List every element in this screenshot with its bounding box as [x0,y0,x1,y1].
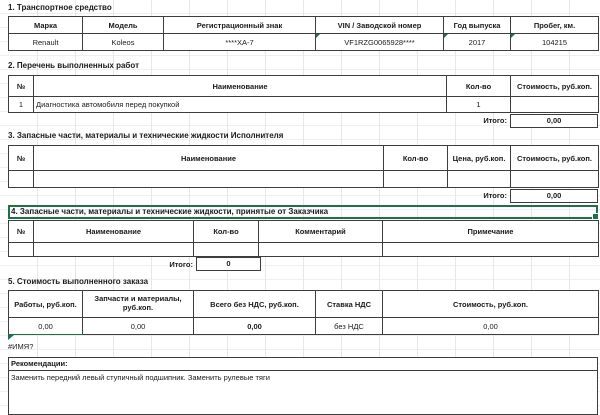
header-cell-total-cost: Стоимость, руб.коп. [383,291,599,318]
section5-title: 5. Стоимость выполненного заказа [8,277,149,286]
header-cell-comment: Комментарий [259,221,383,243]
order-cost-table [8,290,599,335]
cust-name-cell[interactable] [34,243,194,257]
total-no-vat-cell[interactable]: 0,00 [194,318,316,335]
part-cost-cell[interactable] [511,171,599,188]
vehicle-table [8,16,599,51]
table-header-row [9,17,599,34]
table-header-row [9,291,599,318]
cust-qty-cell[interactable] [194,243,259,257]
table-header-row [9,221,599,243]
cust-comment-cell[interactable] [259,243,383,257]
header-cell-parts-cost: Запчасти и материалы, руб.коп. [83,291,194,318]
header-cell-note: Примечание [383,221,599,243]
header-cell-regznak: Регистрационный знак [164,17,316,34]
fill-handle[interactable] [592,213,599,220]
header-cell-qty: Кол-во [384,146,448,171]
header-cell-price: Цена, руб.коп. [448,146,511,171]
works-cost-cell[interactable]: 0,00 [9,318,83,335]
works-total-cell[interactable]: 0,00 [510,114,598,128]
header-cell-vin: VIN / Заводской номер [316,17,444,34]
contractor-parts-table [8,145,599,188]
error-indicator-icon [444,34,448,38]
header-cell-name: Наименование [34,221,194,243]
error-indicator-icon [511,34,515,38]
recommendations-label-cell[interactable]: Рекомендации: [8,357,598,371]
section2-title: 2. Перечень выполненных работ [8,61,139,70]
mileage-value-cell[interactable]: 104215 [511,34,599,51]
header-cell-cost: Стоимость, руб.коп. [511,146,599,171]
table-row [9,171,599,188]
table-row [9,34,599,51]
header-cell-mileage: Пробег, км. [511,17,599,34]
cust-note-cell[interactable] [383,243,599,257]
marka-value-cell[interactable]: Renault [9,34,83,51]
table-row [9,318,599,335]
header-cell-num: № [9,146,34,171]
section4-title[interactable]: 4. Запасные части, материалы и технические жидкости, принятые от Заказчика [11,207,329,216]
contractor-parts-total-cell[interactable]: 0,00 [510,189,598,203]
recommendations-text-cell[interactable]: Заменить передний левый ступичный подшипник. Заменить рулевые тяги [8,371,598,415]
header-cell-num: № [9,221,34,243]
total-cost-cell[interactable]: 0,00 [383,318,599,335]
cust-num-cell[interactable] [9,243,34,257]
header-cell-works-cost: Работы, руб.коп. [9,291,83,318]
customer-parts-total-row [8,257,598,271]
total-label: Итого: [169,259,193,269]
green-corner-marker-icon [8,335,14,340]
customer-parts-total-cell[interactable]: 0 [196,257,261,271]
header-cell-name: Наименование [34,76,447,97]
work-qty-cell[interactable]: 1 [447,97,511,113]
table-row [9,97,599,113]
parts-cost-cell[interactable]: 0,00 [83,318,194,335]
works-total-row [8,113,598,128]
table-row [9,243,599,257]
header-cell-model: Модель [83,17,164,34]
works-table [8,75,599,113]
section3-title: 3. Запасные части, материалы и технические жидкости Исполнителя [8,131,284,140]
section1-title: 1. Транспортное средство [8,3,112,12]
header-cell-qty: Кол-во [447,76,511,97]
work-cost-cell[interactable] [511,97,599,113]
part-num-cell[interactable] [9,171,34,188]
header-cell-total-no-vat: Всего без НДС, руб.коп. [194,291,316,318]
header-cell-marka: Марка [9,17,83,34]
part-price-cell[interactable] [448,171,511,188]
header-cell-num: № [9,76,34,97]
work-num-cell[interactable]: 1 [9,97,34,113]
table-header-row [9,76,599,97]
part-qty-cell[interactable] [384,171,448,188]
part-name-cell[interactable] [34,171,384,188]
table-header-row [9,146,599,171]
total-label: Итого: [483,116,507,125]
vin-value-cell[interactable]: VF1RZG0065928**** [316,34,444,51]
model-value-cell[interactable]: Koleos [83,34,164,51]
header-cell-name: Наименование [34,146,384,171]
contractor-parts-total-row [8,188,598,203]
vat-rate-cell[interactable]: без НДС [316,318,383,335]
year-value-cell[interactable]: 2017 [444,34,511,51]
header-cell-vat-rate: Ставка НДС [316,291,383,318]
header-cell-year: Год выпуска [444,17,511,34]
regznak-value-cell[interactable]: ****ХА-7 [164,34,316,51]
header-cell-qty: Кол-во [194,221,259,243]
work-name-cell[interactable]: Диагностика автомобиля перед покупкой [34,97,447,113]
name-error-cell[interactable]: #ИМЯ? [8,342,34,351]
selected-range[interactable] [8,205,598,219]
customer-parts-table [8,220,599,257]
header-cell-cost: Стоимость, руб.коп. [511,76,599,97]
error-indicator-icon [316,34,320,38]
total-label: Итого: [483,191,507,200]
